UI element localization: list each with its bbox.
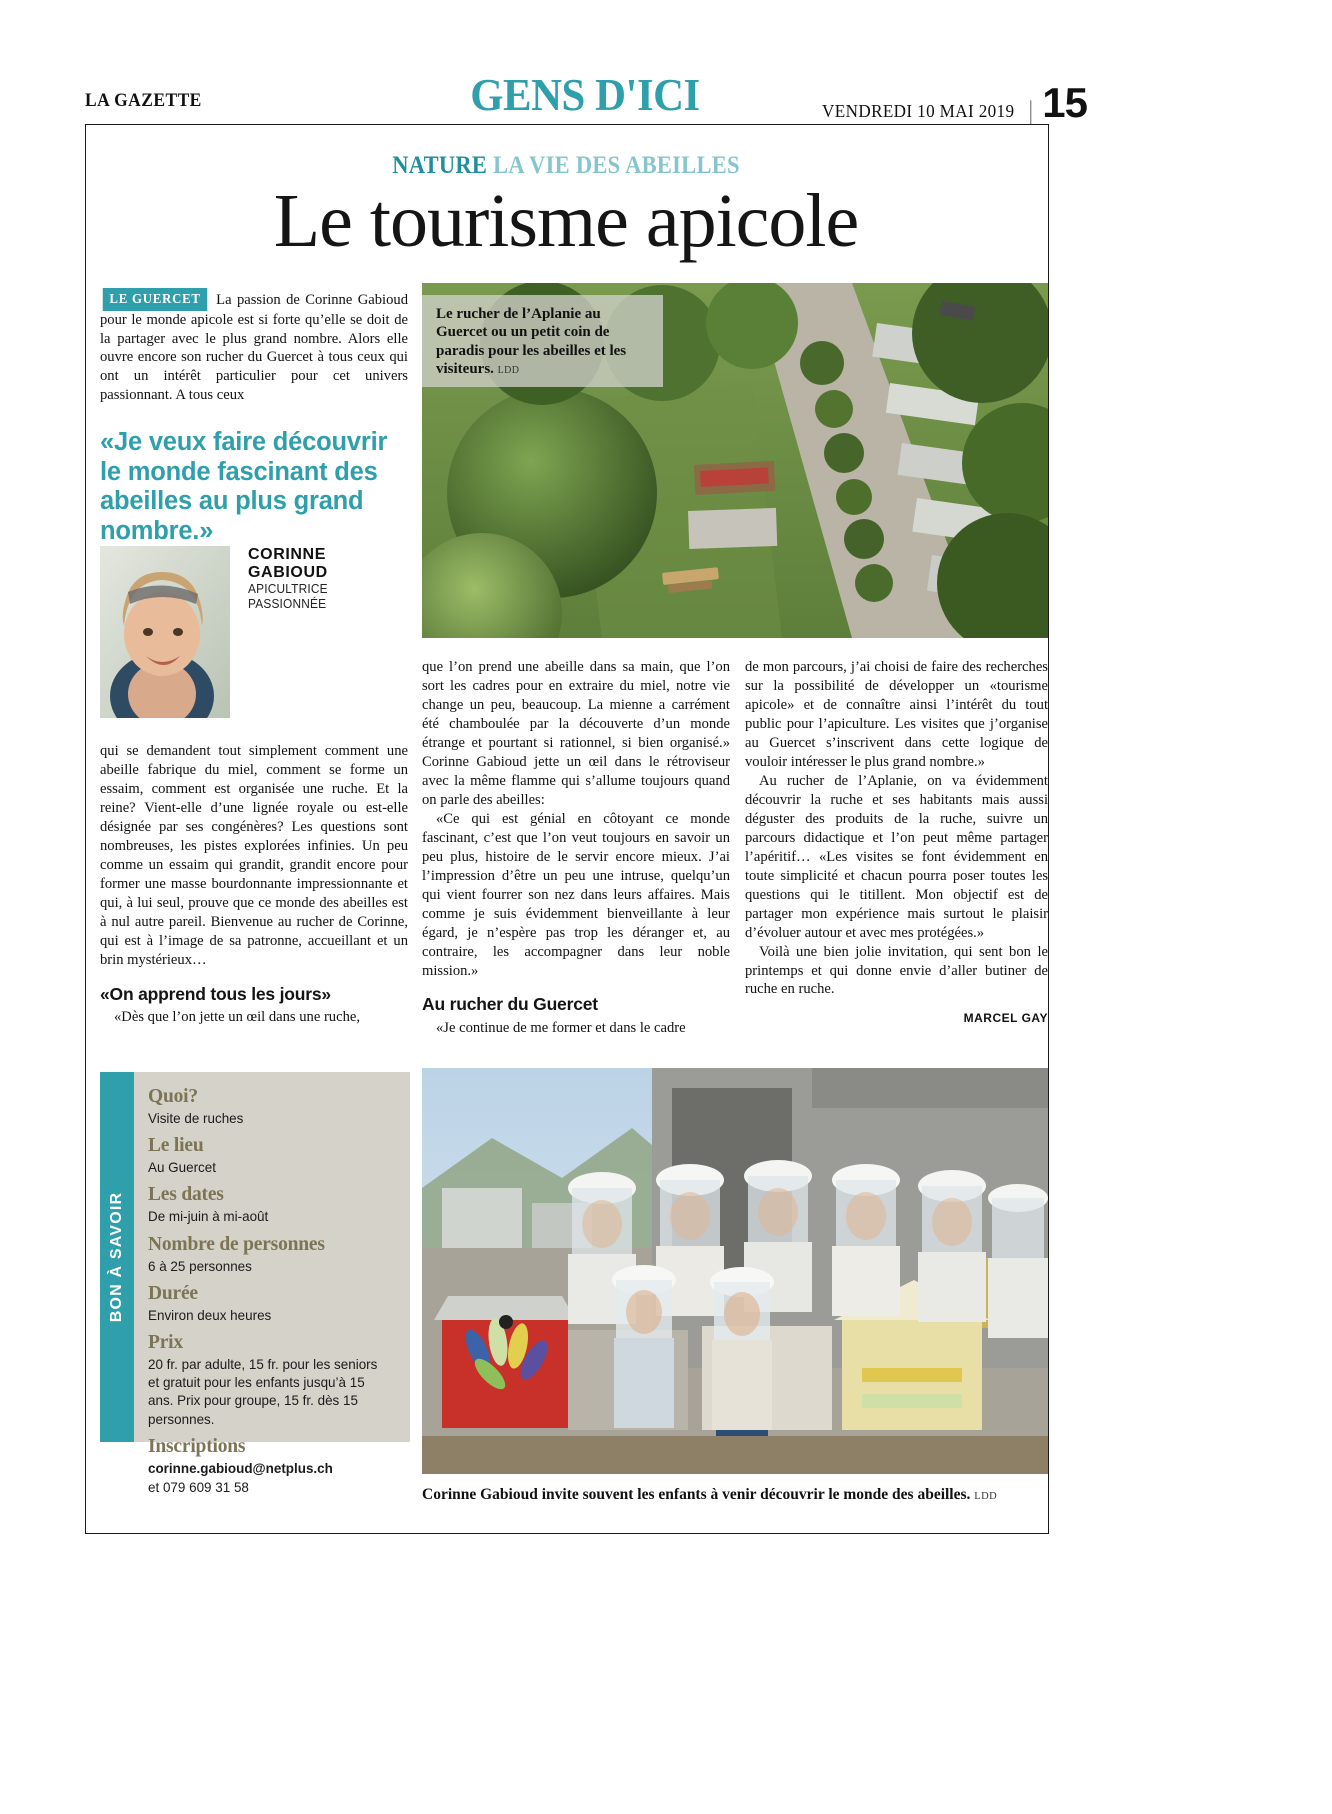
info-text-duree: Environ deux heures (148, 1306, 272, 1323)
lead-paragraph (100, 288, 408, 405)
info-text-dates: De mi-juin à mi-août (148, 1208, 269, 1225)
info-box (100, 1072, 410, 1495)
attribution-role: APICULTRICE PASSIONNÉE (248, 582, 328, 611)
column-1-body (100, 742, 408, 1027)
info-box-tab-label: BON À SAVOIR (108, 1191, 125, 1323)
info-text-quoi: Visite de ruches (148, 1110, 244, 1126)
bottom-photo-caption (422, 1486, 1048, 1504)
attribution-firstname: CORINNE (248, 546, 326, 563)
page-number: 15 (1042, 79, 1087, 126)
attribution-lastname: GABIOUD (248, 564, 328, 582)
info-email[interactable]: corinne.gabioud@netplus.ch (148, 1459, 333, 1476)
info-heading-duree: Durée (148, 1282, 198, 1304)
info-text-nombre: 6 à 25 personnes (148, 1257, 252, 1274)
col3-paragraph-2: Au rucher de l’Aplanie, on va évidemment découvrir la ruche et ses habitants mais aussi déguster des produits de la ruche, suivre un parcours didactique et l’on peut même partager l’apéritif… «Les visites se font évidemment en toute simplicité et chacun pourra poser toutes les questions qui le titillent. Mon objectif est de partager mon expérience mais surtout le plaisir d’évoluer autour et avec mes protégées.» (745, 772, 1048, 941)
top-photo-credit: LDD (497, 364, 520, 376)
photo-aerial-apiary (422, 283, 1048, 638)
info-heading-lieu: Le lieu (148, 1135, 204, 1157)
top-photo-caption-text: Le rucher de l’Aplanie au Guercet ou un petit coin de paradis pour les abeilles et les visiteurs. (436, 306, 627, 377)
col1-after-subhead: «Dès que l’on jette un œil dans une ruche, (114, 1009, 360, 1026)
top-photo-caption (422, 295, 663, 387)
article-author: MARCEL GAY (963, 1011, 1048, 1026)
lead-text: La passion de Corinne Gabioud pour le monde apicole est si forte qu’elle se doit de la partager avec le plus grand nombre. Alors elle ouvre encore son rucher du Guercet à tous ceux qui ont un intérêt particulier pour cet univers passionnant. A tous ceux (100, 292, 408, 404)
photo-children-beekeepers (422, 1068, 1048, 1474)
col3-paragraph-3: Voilà une bien jolie invitation, qui sent bon le printemps et qui donne envie d’aller butiner de ruche en ruche. (745, 943, 1048, 998)
article-kicker (133, 152, 999, 180)
masthead-right (817, 79, 1087, 126)
info-box-tab (100, 1072, 134, 1442)
info-phone: et 079 609 31 58 (148, 1478, 249, 1495)
col2-paragraph-1: que l’on prend une abeille dans sa main, que l’on sort les cadres pour en extraire du miel, notre vie change un peu, beaucoup. La mienne a carrément été chamboulée par la découverte d’un monde étrange et pourtant si rationnel, si bien organisé.» Corinne Gabioud jette un œil dans le rétroviseur avec la même flamme qui s’allume toujours quand on parle des abeilles: (422, 659, 730, 808)
quote-attribution (248, 546, 413, 611)
info-text-prix: 20 fr. par adulte, 15 fr. pour les seniors et gratuit pour les enfants jusqu’à 15 ans. Prix pour groupe, 15 fr. dès 15 personnes. (148, 1355, 378, 1427)
info-heading-prix: Prix (148, 1331, 183, 1353)
subhead-on-apprend: «On apprend tous les jours» (100, 983, 331, 1004)
kicker-light: LA VIE DES ABEILLES (493, 152, 740, 179)
kicker-strong: NATURE (392, 152, 488, 179)
info-heading-quoi: Quoi? (148, 1086, 198, 1107)
column-2 (422, 658, 730, 1038)
publication-name: LA GAZETTE (85, 90, 202, 111)
photo-children-beekeepers-image (422, 1068, 1048, 1474)
section-title: GENS D'ICI (470, 69, 700, 120)
issue-date: VENDREDI 10 MAI 2019 (821, 101, 1015, 121)
subhead-au-rucher: Au rucher du Guercet (422, 994, 598, 1015)
bottom-photo-credit: LDD (974, 1491, 998, 1502)
bottom-photo-caption-text: Corinne Gabioud invite souvent les enfants à venir découvrir le monde des abeilles. (422, 1486, 971, 1503)
column-3 (745, 658, 1048, 1027)
article-headline: Le tourisme apicole (273, 179, 859, 263)
col2-paragraph-2: «Ce qui est génial en côtoyant ce monde fascinant, c’est que l’on veut toujours en savoir un peu plus, histoire de le servir encore mieux. J’ai l’impression d’être un peu une intruse, quelqu’un qui vient fourrer son nez dans leurs affaires. Mais comme je suis évidemment bienveillante à leur égard, je n’espère pas trop les déranger et, au contraire, les accompagner dans leur noble mission.» (422, 810, 730, 979)
portrait-photo (100, 546, 230, 718)
col2-paragraph-3: «Je continue de me former et dans le cadre (436, 1020, 686, 1037)
info-heading-inscriptions: Inscriptions (148, 1435, 246, 1457)
info-heading-nombre: Nombre de personnes (148, 1233, 325, 1255)
info-text-lieu: Au Guercet (148, 1159, 216, 1176)
col3-paragraph-1: de mon parcours, j’ai choisi de faire des recherches sur la possibilité de développer un «tourisme apicole» et de connaître ainsi l’intérêt du tout public pour l’apiculture. Les visites que j’organise au Guercet s’inscrivent dans cette logique de vouloir intéresser le plus grand nombre.» (745, 659, 1048, 770)
info-heading-dates: Les dates (148, 1184, 224, 1206)
col1-continue: qui se demandent tout simplement comment une abeille fabrique du miel, comment se forme un essaim, comment est organisée une ruche. Et la reine? Vient-elle d’une lignée royale ou est-elle désignée par ses congénères? Les questions sont nombreuses, les pistes explorées infinies. Un peu comme un essaim qui grandit, grandit encore pour former une masse bourdonnante impressionnante et qui, à lui seul, prouve que ce monde des abeilles est à nul autre pareil. Bienvenue au rucher de Corinne, qui est à l’image de sa patronne, accueillant et un brin mystérieux… (100, 743, 408, 968)
info-box-body (148, 1086, 398, 1496)
dateline-badge: LE GUERCET (103, 288, 208, 311)
column-1-lead (100, 288, 408, 405)
masthead-separator: | (1028, 96, 1034, 125)
portrait-photo-image (100, 546, 230, 718)
pull-quote: «Je veux faire découvrir le monde fascinant des abeilles au plus grand nombre.» (100, 428, 388, 545)
masthead (85, 69, 1087, 126)
